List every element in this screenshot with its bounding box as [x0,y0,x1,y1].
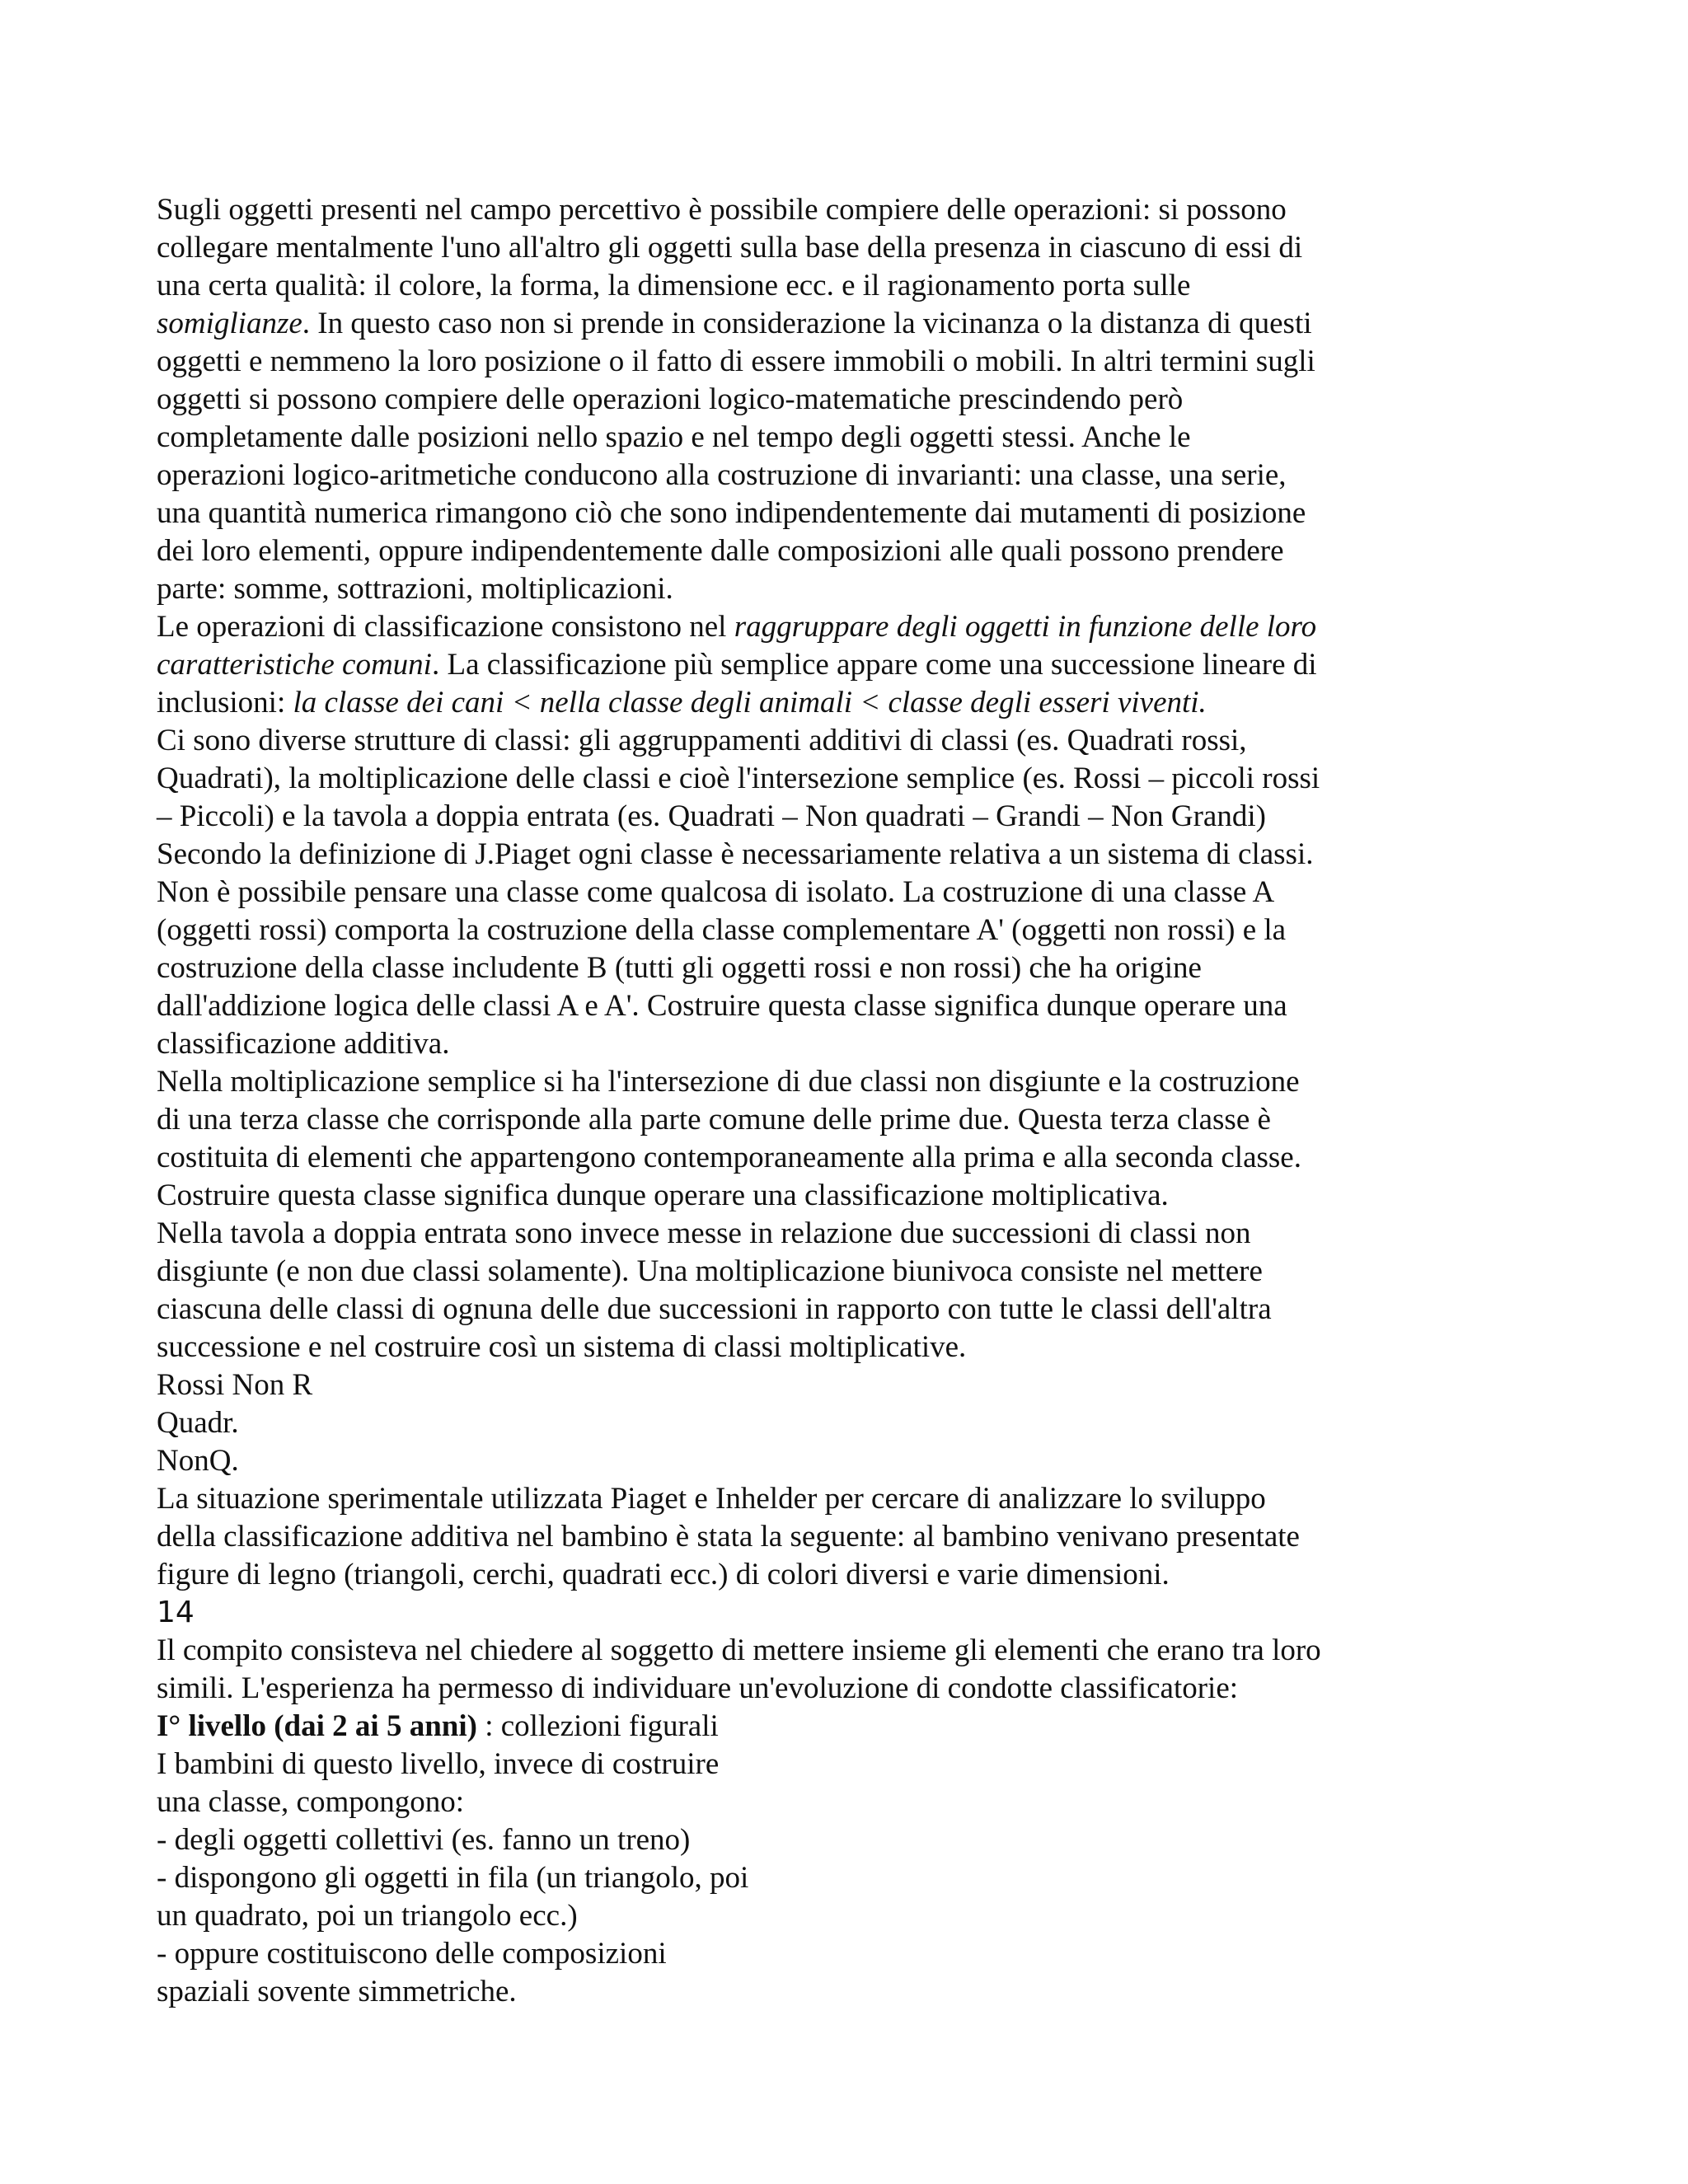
italic-phrase: raggruppare degli oggetti in funzione delle loro [734,610,1317,644]
text-line: collegare mentalmente l'uno all'altro gli oggetti sulla base della presenza in ciascuno di essi di [157,231,1303,265]
text-line: disgiunte (e non due classi solamente). Una moltiplicazione biunivoca consiste nel mettere [157,1254,1263,1288]
text-line: Secondo la definizione di J.Piaget ogni classe è necessariamente relativa a un sistema di classi. [157,837,1314,871]
text-line: dall'addizione logica delle classi A e A'. Costruire questa classe significa dunque operare una [157,989,1287,1023]
text-line: della classificazione additiva nel bambino è stata la seguente: al bambino venivano presentate [157,1520,1300,1554]
text-line: costruzione della classe includente B (tutti gli oggetti rossi e non rossi) che ha origine [157,951,1202,985]
text-line: Il compito consisteva nel chiedere al soggetto di mettere insieme gli elementi che erano tra loro [157,1633,1321,1667]
list-item: - dispongono gli oggetti in fila (un triangolo, poi [157,1861,749,1895]
heading-rest: : collezioni figurali [476,1709,719,1743]
text-line: una certa qualità: il colore, la forma, la dimensione ecc. e il ragionamento porta sulle [157,269,1191,302]
text-line: successione e nel costruire così un sistema di classi moltiplicative. [157,1330,967,1364]
text-line: Nella tavola a doppia entrata sono invece messe in relazione due successioni di classi non [157,1216,1251,1250]
paragraph-strutture-classi [157,722,1442,836]
paragraph-compito [157,1632,1442,1708]
list-item: - degli oggetti collettivi (es. fanno un treno) [157,1823,691,1857]
text-line: ciascuna delle classi di ognuna delle due successioni in rapporto con tutte le classi dell'altra [157,1292,1272,1326]
text-line [157,608,1442,646]
text-segment: inclusioni: [157,686,293,719]
paragraph-classificazione [157,608,1442,722]
text-line [157,684,1442,722]
text-line: La situazione sperimentale utilizzata Piaget e Inhelder per cercare di analizzare lo sviluppo [157,1482,1266,1516]
text-line: I bambini di questo livello, invece di costruire [157,1747,720,1781]
text-line: oggetti si possono compiere delle operazioni logico-matematiche prescindendo però [157,382,1184,416]
text-line: Quadr. [157,1406,239,1440]
list-item: - oppure costituiscono delle composizioni [157,1937,667,1971]
italic-term: somiglianze [157,307,302,340]
paragraph-moltiplicazione [157,1063,1442,1215]
text-segment: . La classificazione più semplice appare come una successione lineare di [431,648,1317,682]
text-line [157,305,1442,343]
text-line: una quantità numerica rimangono ciò che sono indipendentemente dai mutamenti di posizione [157,496,1306,530]
text-line: parte: somme, sottrazioni, moltiplicazioni. [157,572,673,606]
text-line: completamente dalle posizioni nello spazio e nel tempo degli oggetti stessi. Anche le [157,420,1191,454]
paragraph-somiglianze [157,191,1442,608]
text-line: un quadrato, poi un triangolo ecc.) [157,1899,578,1933]
table-fragment [157,1366,1442,1480]
text-line: (oggetti rossi) comporta la costruzione della classe complementare A' (oggetti non rossi) e la [157,913,1287,947]
text-line: Quadrati), la moltiplicazione delle classi e cioè l'intersezione semplice (es. Rossi – piccoli rossi [157,762,1320,795]
page-number: 14 [157,1596,195,1629]
text-line: NonQ. [157,1444,239,1478]
text-line: Sugli oggetti presenti nel campo percettivo è possibile compiere delle operazioni: si possono [157,193,1287,227]
text-line: Costruire questa classe significa dunque operare una classificazione moltiplicativa. [157,1179,1169,1212]
section-primo-livello [157,1708,1442,2011]
paragraph-piaget-definizione [157,836,1442,1063]
text-line: Non è possibile pensare una classe come qualcosa di isolato. La costruzione di una classe A [157,875,1275,909]
paragraph-tavola-doppia-entrata [157,1215,1442,1366]
text-line: operazioni logico-aritmetiche conducono alla costruzione di invarianti: una classe, una serie, [157,458,1287,492]
paragraph-situazione-sperimentale [157,1480,1442,1594]
text-line: classificazione additiva. [157,1027,450,1061]
text-line: una classe, compongono: [157,1785,464,1819]
text-line: Ci sono diverse strutture di classi: gli aggruppamenti additivi di classi (es. Quadrati rossi, [157,724,1247,757]
document-page [157,191,1442,2011]
text-segment: . In questo caso non si prende in considerazione la vicinanza o la distanza di questi [302,307,1312,340]
text-line: Nella moltiplicazione semplice si ha l'intersezione di due classi non disgiunte e la costruzione [157,1065,1300,1099]
text-line: spaziali sovente simmetriche. [157,1975,517,2008]
text-line [157,646,1442,684]
heading-bold: I° livello (dai 2 ai 5 anni) [157,1709,477,1743]
text-line: – Piccoli) e la tavola a doppia entrata (es. Quadrati – Non quadrati – Grandi – Non Grandi) [157,799,1266,833]
text-line: costituita di elementi che appartengono contemporaneamente alla prima e alla seconda classe. [157,1141,1301,1174]
italic-phrase: la classe dei cani < nella classe degli animali < classe degli esseri viventi. [293,686,1207,719]
text-line: dei loro elementi, oppure indipendentemente dalle composizioni alle quali possono prendere [157,534,1284,568]
text-line: di una terza classe che corrisponde alla parte comune delle prime due. Questa terza classe è [157,1103,1271,1137]
text-line: oggetti e nemmeno la loro posizione o il fatto di essere immobili o mobili. In altri termini sugli [157,344,1315,378]
text-line: figure di legno (triangoli, cerchi, quadrati ecc.) di colori diversi e varie dimensioni. [157,1558,1170,1591]
text-line: simili. L'esperienza ha permesso di individuare un'evoluzione di condotte classificatorie: [157,1671,1239,1705]
italic-phrase: caratteristiche comuni [157,648,432,682]
section-heading [157,1708,1442,1746]
text-line: Rossi Non R [157,1368,313,1402]
text-segment: Le operazioni di classificazione consistono nel [157,610,734,644]
